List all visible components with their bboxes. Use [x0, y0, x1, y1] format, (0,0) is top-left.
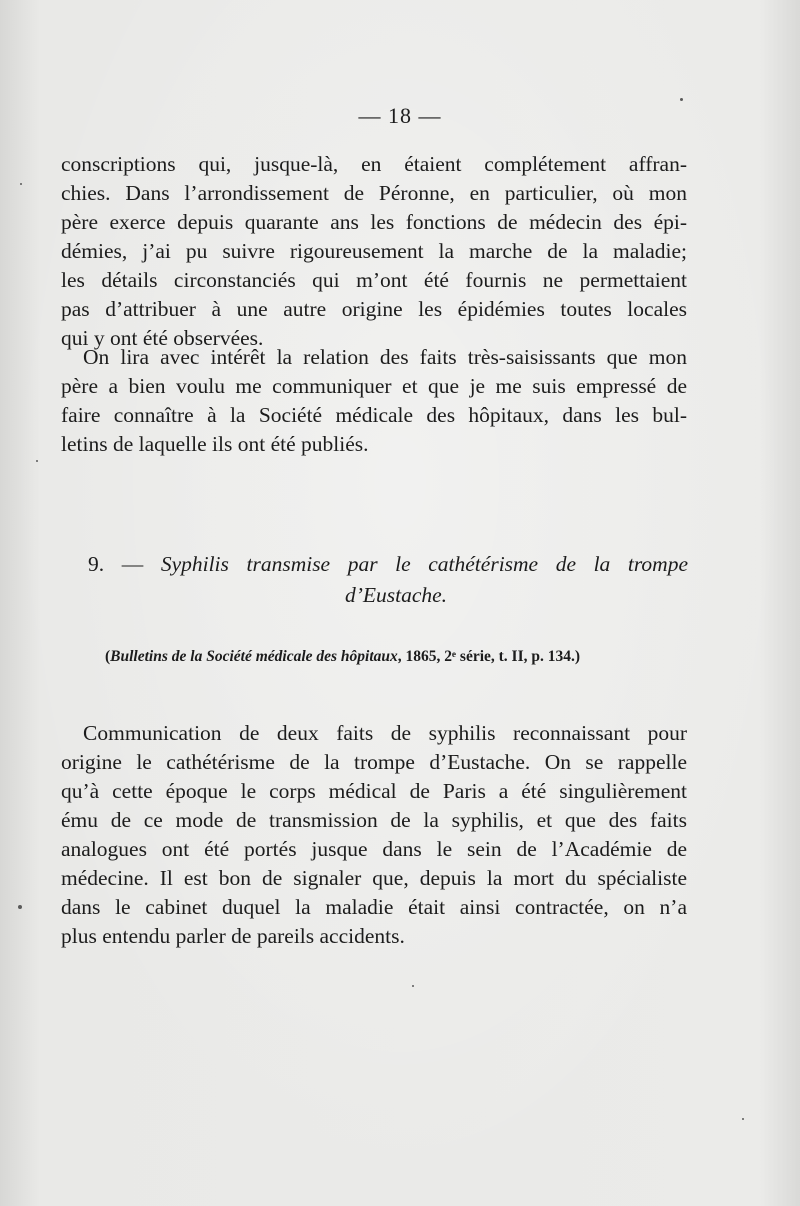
citation-source: Bulletins de la Société médicale des hôpitaux	[110, 648, 398, 665]
section-title-part-2: d’Eustache.	[344, 583, 448, 607]
scan-speck	[20, 183, 22, 185]
text-line: père exerce depuis quarante ans les fonctions de médecin des épi-	[61, 210, 687, 234]
page-number: — 18 —	[358, 103, 442, 128]
text-line: analogues ont été portés jusque dans le sein de l’Académie de	[61, 837, 687, 861]
scan-speck	[36, 460, 38, 462]
text-line: médecine. Il est bon de signaler que, depuis la mort du spécialiste	[61, 866, 687, 890]
text-line: plus entendu parler de pareils accidents.	[61, 924, 405, 948]
scan-speck	[18, 905, 22, 909]
scan-speck	[680, 98, 683, 101]
text-line: faire connaître à la Société médicale des hôpitaux, dans les bul-	[61, 403, 687, 427]
section-title-part-1: Syphilis transmise par le cathétérisme de la trompe	[160, 552, 689, 576]
section-heading-line-1	[88, 549, 688, 580]
text-line: qu’à cette époque le corps médical de Paris a été singulièrement	[61, 779, 687, 803]
text-line: On lira avec intérêt la relation des faits très-saisissants que mon	[83, 345, 687, 369]
text-line: dans le cabinet duquel la maladie était ainsi contractée, on n’a	[61, 895, 687, 919]
text-line: origine le cathétérisme de la trompe d’Eustache. On se rappelle	[61, 750, 687, 774]
paragraph-2	[61, 343, 687, 459]
text-line: chies. Dans l’arrondissement de Péronne, en particulier, où mon	[61, 181, 687, 205]
paragraph-1	[61, 150, 687, 353]
text-line: ému de ce mode de transmission de la syphilis, et que des faits	[61, 808, 687, 832]
section-number: 9. —	[88, 552, 144, 576]
paragraph-3	[61, 719, 687, 951]
text-line: pas d’attribuer à une autre origine les épidémies toutes locales	[61, 297, 687, 321]
scan-speck	[412, 985, 414, 987]
scan-speck	[742, 1118, 744, 1120]
text-line: les détails circonstanciés qui m’ont été fournis ne permettaient	[61, 268, 687, 292]
text-line: père a bien voulu me communiquer et que je me suis empressé de	[61, 374, 687, 398]
show-through-texture	[60, 940, 700, 1070]
section-heading	[88, 549, 688, 611]
text-line: démies, j’ai pu suivre rigoureusement la marche de la maladie;	[61, 239, 687, 263]
text-line: conscriptions qui, jusque-là, en étaient complétement affran-	[61, 152, 687, 176]
text-line: qui y ont été observées.	[61, 326, 264, 350]
text-line: letins de laquelle ils ont été publiés.	[61, 432, 369, 456]
citation-open-paren: (	[105, 648, 111, 665]
citation	[105, 647, 685, 667]
citation-details: , 1865, 2ᵉ série, t. II, p. 134.)	[397, 648, 581, 665]
text-line: Communication de deux faits de syphilis reconnaissant pour	[83, 721, 687, 745]
